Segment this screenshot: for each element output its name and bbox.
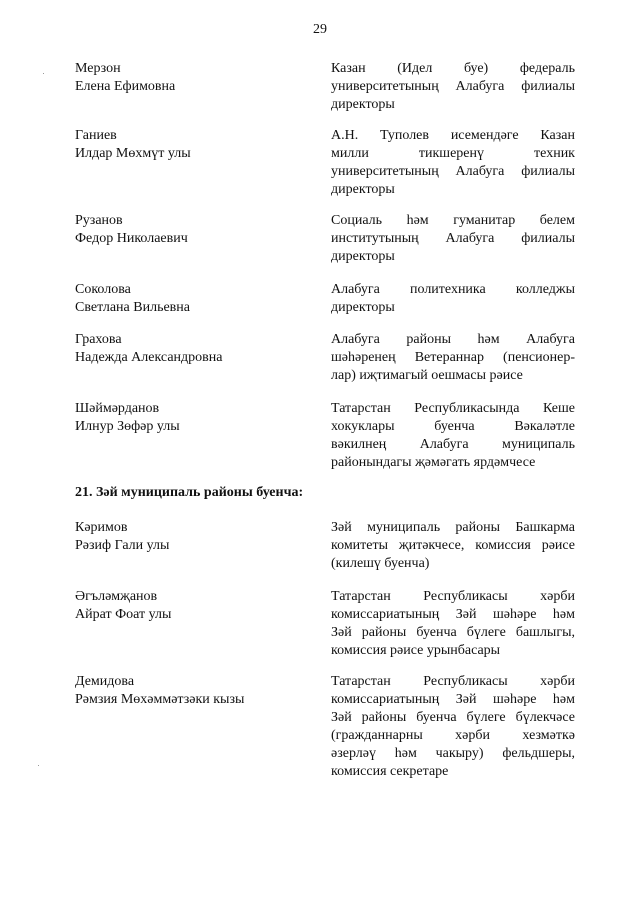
- member-surname: Ганиев: [75, 128, 117, 143]
- position-line: комиссия рәисе урынбасары: [331, 643, 501, 658]
- position-line: Зәй муниципаль районы Башкарма: [331, 520, 575, 535]
- member-position: [331, 60, 575, 114]
- position-line: лар) иҗтимагый оешмасы рәисе: [331, 368, 523, 383]
- member-name: [75, 127, 315, 163]
- position-line: комиссариатының Зәй шәһәре һәм: [331, 692, 575, 707]
- member-name: [75, 400, 315, 436]
- member-given-names: Рәмзия Мөхәммәтзәки кызы: [75, 692, 245, 707]
- position-line: Татарстан Республикасында Кеше: [331, 401, 575, 416]
- member-position: [331, 519, 575, 573]
- position-line: А.Н. Туполев исемендәге Казан: [331, 128, 575, 143]
- position-line: комиссия секретаре: [331, 764, 449, 779]
- position-line: директоры: [331, 97, 395, 112]
- position-line: университетының Алабуга филиалы: [331, 79, 575, 94]
- position-line: директоры: [331, 182, 395, 197]
- position-line: Алабуга политехника колледжы: [331, 282, 575, 297]
- position-line: Алабуга районы һәм Алабуга: [331, 332, 575, 347]
- member-surname: Грахова: [75, 332, 122, 347]
- member-surname: Әгъләмҗанов: [75, 589, 158, 604]
- position-line: Казан (Идел буе) федераль: [331, 61, 575, 76]
- member-given-names: Илнур Зөфәр улы: [75, 419, 180, 434]
- page-number: 29: [313, 22, 327, 37]
- member-position: [331, 400, 575, 472]
- position-line: милли тикшеренү техник: [331, 146, 575, 161]
- member-given-names: Светлана Вильевна: [75, 300, 190, 315]
- member-given-names: Надежда Александровна: [75, 350, 223, 365]
- position-line: әзерләү һәм чакыру) фельдшеры,: [331, 746, 575, 761]
- member-position: [331, 281, 575, 317]
- position-line: директоры: [331, 249, 395, 264]
- position-line: комиссариатының Зәй шәһәре һәм: [331, 607, 575, 622]
- member-given-names: Илдар Мөхмүт улы: [75, 146, 191, 161]
- position-line: шәһәренең Ветераннар (пенсионер-: [331, 350, 575, 365]
- position-line: (гражданнарны хәрби хезмәткә: [331, 728, 575, 743]
- scan-speck: [43, 73, 44, 74]
- position-line: институтының Алабуга филиалы: [331, 231, 575, 246]
- member-name: [75, 673, 315, 709]
- position-line: директоры: [331, 300, 395, 315]
- member-name: [75, 281, 315, 317]
- member-surname: Соколова: [75, 282, 131, 297]
- member-position: [331, 588, 575, 660]
- position-line: Татарстан Республикасы хәрби: [331, 589, 575, 604]
- member-name: [75, 588, 315, 624]
- member-surname: Шәймәрданов: [75, 401, 160, 416]
- position-line: (килешү буенча): [331, 556, 430, 571]
- scan-speck: [38, 765, 39, 766]
- position-line: Зәй районы буенча бүлеге бүлекчәсе: [331, 710, 575, 725]
- member-given-names: Айрат Фоат улы: [75, 607, 172, 622]
- position-line: университетының Алабуга филиалы: [331, 164, 575, 179]
- member-surname: Демидова: [75, 674, 135, 689]
- position-line: комитеты җитәкчесе, комиссия рәисе: [331, 538, 575, 553]
- member-given-names: Рәзиф Гали улы: [75, 538, 170, 553]
- position-line: вәкилнең Алабуга муниципаль: [331, 437, 575, 452]
- member-name: [75, 331, 315, 367]
- section-heading: 21. Зәй муниципаль районы буенча:: [75, 485, 304, 500]
- position-line: районындагы җәмәгать ярдәмчесе: [331, 455, 536, 470]
- member-position: [331, 127, 575, 199]
- member-name: [75, 519, 315, 555]
- member-surname: Мерзон: [75, 61, 121, 76]
- member-position: [331, 331, 575, 385]
- position-line: Социаль һәм гуманитар белем: [331, 213, 575, 228]
- member-surname: Рузанов: [75, 213, 123, 228]
- position-line: Зәй районы буенча бүлеге башлыгы,: [331, 625, 575, 640]
- member-position: [331, 212, 575, 266]
- member-surname: Кәримов: [75, 520, 128, 535]
- member-given-names: Федор Николаевич: [75, 231, 188, 246]
- position-line: Татарстан Республикасы хәрби: [331, 674, 575, 689]
- member-position: [331, 673, 575, 781]
- member-name: [75, 60, 315, 96]
- member-name: [75, 212, 315, 248]
- position-line: хокуклары буенча Вәкаләтле: [331, 419, 575, 434]
- member-given-names: Елена Ефимовна: [75, 79, 176, 94]
